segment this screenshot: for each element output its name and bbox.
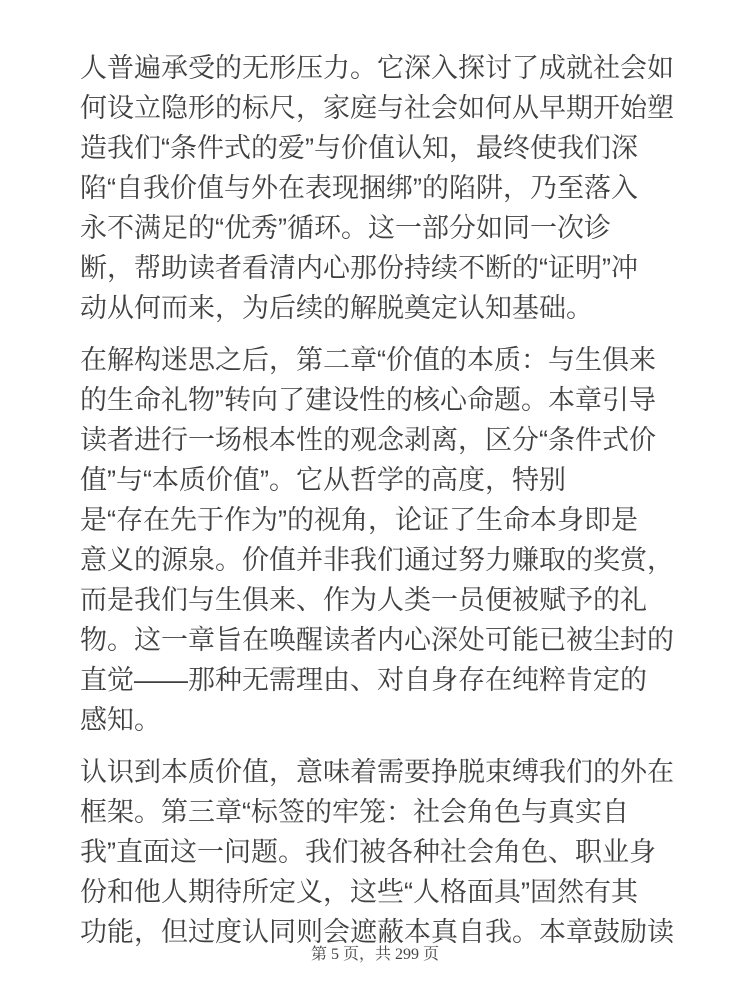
text-line: 断，帮助读者看清内心那份持续不断的“证明”冲 xyxy=(80,253,638,283)
text-line: 是“存在先于作为”的视角，论证了生命本身即是 xyxy=(80,505,638,535)
page-number-label: 第 5 页，共 299 页 xyxy=(310,946,439,963)
text-line: 动从何而来，为后续的解脱奠定认知基础。 xyxy=(80,293,593,323)
text-line: 而是我们与生俱来、作为人类一员便被赋予的礼 xyxy=(80,585,647,615)
text-line: 认识到本质价值，意味着需要挣脱束缚我们的外在 xyxy=(80,757,674,787)
text-line: 的生命礼物”转向了建设性的核心命题。本章引导 xyxy=(80,385,656,415)
text-line: 陷“自我价值与外在表现捆绑”的陷阱，乃至落入 xyxy=(80,173,638,203)
paragraph-3 xyxy=(80,752,690,952)
text-line: 框架。第三章“标签的牢笼：社会角色与真实自 xyxy=(80,797,629,827)
text-line: 人普遍承受的无形压力。它深入探讨了成就社会如 xyxy=(80,53,674,83)
paragraph-2 xyxy=(80,340,690,740)
text-line: 物。这一章旨在唤醒读者内心深处可能已被尘封的 xyxy=(80,625,674,655)
text-line: 读者进行一场根本性的观念剥离，区分“条件式价 xyxy=(80,425,656,455)
text-line: 在解构迷思之后，第二章“价值的本质：与生俱来 xyxy=(80,345,656,375)
text-line: 永不满足的“优秀”循环。这一部分如同一次诊 xyxy=(80,213,611,243)
page-footer xyxy=(0,944,750,966)
text-line: 直觉——那种无需理由、对自身存在纯粹肯定的 xyxy=(80,665,647,695)
page-text-content xyxy=(80,48,690,964)
text-line: 份和他人期待所定义，这些“人格面具”固然有其 xyxy=(80,877,638,907)
text-line: 感知。 xyxy=(80,705,161,735)
text-line: 功能，但过度认同则会遮蔽本真自我。本章鼓励读 xyxy=(80,917,674,947)
text-line: 何设立隐形的标尺，家庭与社会如何从早期开始塑 xyxy=(80,93,674,123)
text-line: 我”直面这一问题。我们被各种社会角色、职业身 xyxy=(80,837,656,867)
text-line: 值”与“本质价值”。它从哲学的高度，特别 xyxy=(80,465,566,495)
paragraph-1 xyxy=(80,48,690,328)
text-line: 意义的源泉。价值并非我们通过努力赚取的奖赏， xyxy=(80,545,674,575)
text-line: 造我们“条件式的爱”与价值认知，最终使我们深 xyxy=(80,133,638,163)
